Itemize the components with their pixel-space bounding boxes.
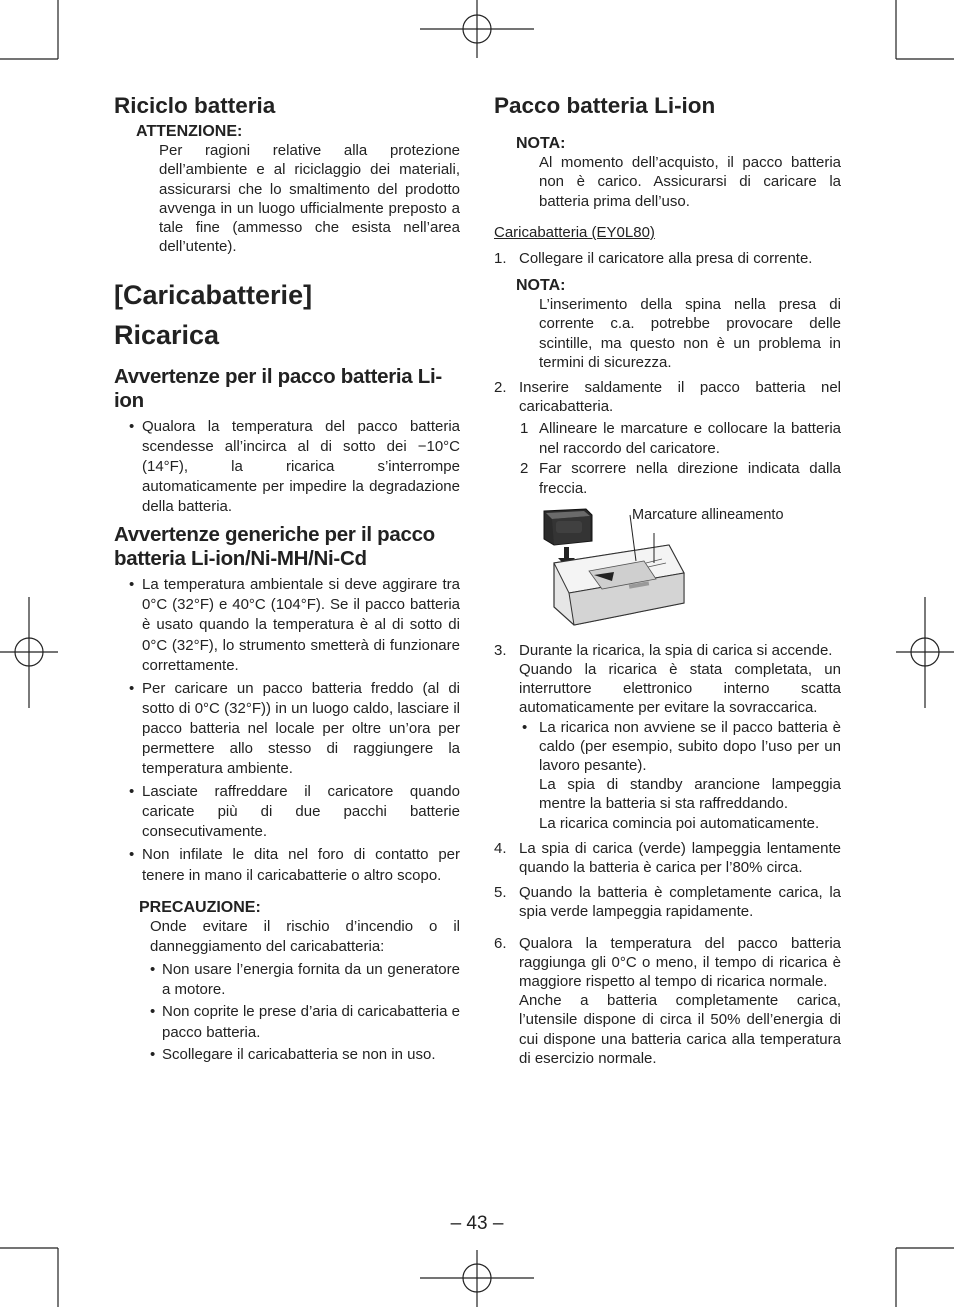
list-item: • Scollegare il caricabatteria se non in uso. [150, 1045, 460, 1065]
step-text: Anche a batteria completamente carica, l’utensile dispone di circa il 50% dell’energia di cui dispone una batteria carica alla temperatura di esercizio normale. [519, 992, 841, 1067]
caution-text: Onde evitare il rischio d’incendio o il danneggiamento del caricabatteria: [150, 917, 460, 956]
list-item: • Non infilate le dita nel foro di contatto per tenere in mano il caricabatterie o altro scopo. [114, 845, 460, 885]
sub-step-number: 2 [520, 459, 529, 477]
list-item: • Non usare l’energia fornita da un generatore a motore. [150, 960, 460, 1001]
step-text: Qualora la temperatura del pacco batteria raggiunga gli 0°C o meno, il tempo di ricarica è maggiore rispetto al tempo di ricarica normale. [519, 934, 841, 990]
list-item: • Per caricare un pacco batteria freddo (al di sotto di 0°C (32°F)) in un luogo caldo, lasciare il pacco batteria nel locale per oltre un’ora per permettere allo stesso di raggiungere la temperatura ambiente. [114, 679, 460, 779]
attention-label: ATTENZIONE: [136, 123, 243, 140]
step-number: 6. [494, 934, 507, 952]
bullet-text: • La ricarica non avviene se il pacco batteria è caldo (per esempio, subito dopo l’uso per un lavoro pesante). [539, 718, 841, 774]
note2-label: NOTA: [516, 277, 566, 295]
step-1 [494, 249, 841, 268]
pack-title: Pacco batteria Li-ion [494, 93, 716, 118]
chargers-title: [Caricabatterie] [114, 279, 313, 310]
note-label: NOTA: [516, 135, 566, 152]
generic-warning-list [114, 575, 460, 885]
step-text: Inserire saldamente il pacco batteria nel caricabatteria. [519, 379, 841, 416]
step-text: Quando la batteria è completamente carica, la spia verde lampeggia rapidamente. [519, 884, 841, 921]
charger-illustration [494, 503, 841, 631]
list-item: • Lasciate raffreddare il caricatore quando caricate più di due pacchi batterie consecutivamente. [114, 782, 460, 842]
step-text: Durante la ricarica, la spia di carica si accende. [519, 641, 833, 659]
recycle-title: Riciclo batteria [114, 93, 276, 118]
figure-label: Marcature allineamento [632, 506, 784, 523]
step-3-bullet [494, 718, 841, 833]
step-5 [494, 883, 841, 921]
step-2-sub-2 [494, 459, 841, 499]
caution-label: PRECAUZIONE: [139, 898, 261, 916]
list-item: • Qualora la temperatura del pacco batteria scendesse all’incirca al di sotto dei −10°C (14°F), la ricarica s’interrompe automaticamente per impedire la degradazione della batteria. [114, 417, 460, 517]
step-text: Collegare il caricatore alla presa di corrente. [519, 249, 813, 267]
note-text: Al momento dell’acquisto, il pacco batteria non è carico. Assicurarsi di caricare la batteria prima dell’uso. [539, 154, 841, 210]
step-number: 4. [494, 839, 507, 857]
step-6 [494, 934, 841, 1068]
step-number: 2. [494, 379, 507, 397]
sub-step-text: Far scorrere nella direzione indicata dalla freccia. [539, 459, 841, 497]
charger-body-icon [554, 545, 684, 625]
bullet-text: La ricarica comincia poi automaticamente. [539, 814, 820, 832]
charging-title: Ricarica [114, 319, 220, 350]
charger-model-heading: Caricabatteria (EY0L80) [494, 223, 655, 241]
generic-warning-title: Avvertenze generiche per il pacco batteria Li-ion/Ni-MH/Ni-Cd [114, 523, 435, 571]
liion-warning-list [114, 417, 460, 517]
step-number: 1. [494, 249, 507, 267]
note2-text: L’inserimento della spina nella presa di corrente c.a. potrebbe provocare delle scintille, ma questo non è un problema in termini di sicurezza. [539, 296, 841, 371]
attention-text: Per ragioni relative alla protezione dell’ambiente e al riciclaggio dei materiali, assicurarsi che lo smaltimento del prodotto avvenga in un luogo ufficialmente preposto a tale fine (ammesso che esista nell’area dell’utente). [159, 142, 460, 256]
step-number: 3. [494, 641, 507, 659]
step-2 [494, 378, 841, 416]
step-text: La spia di carica (verde) lampeggia lentamente quando la batteria è carica per l’80% circa. [519, 839, 841, 876]
caution-list [150, 960, 460, 1065]
page-number: – 43 – [450, 1213, 504, 1234]
liion-warning-title: Avvertenze per il pacco batteria Li-ion [114, 364, 442, 412]
left-column [114, 92, 460, 1065]
bullet-text: La spia di standby arancione lampeggia mentre la batteria si sta raffreddando. [539, 776, 841, 813]
step-2-sub-1 [494, 419, 841, 459]
list-item: • La temperatura ambientale si deve aggirare tra 0°C (32°F) e 40°C (104°F). Se il pacco batteria è usato quando la temperatura è al di sotto di 0°C (32°F), lo strumento smetterà di funzionare correttamente. [114, 575, 460, 675]
sub-step-number: 1 [520, 419, 529, 437]
step-4 [494, 839, 841, 877]
step-number: 5. [494, 884, 507, 902]
battery-pack-icon [544, 509, 592, 545]
step-3 [494, 641, 841, 718]
sub-step-text: Allineare le marcature e collocare la batteria nel raccordo del caricatore. [539, 419, 841, 457]
list-item: • Non coprite le prese d’aria di caricabatteria e pacco batteria. [150, 1002, 460, 1043]
right-column [494, 92, 841, 1068]
step-text: Quando la ricarica è stata completata, un interruttore elettronico interno scatta automaticamente per evitare la sovraccarica. [519, 660, 841, 717]
